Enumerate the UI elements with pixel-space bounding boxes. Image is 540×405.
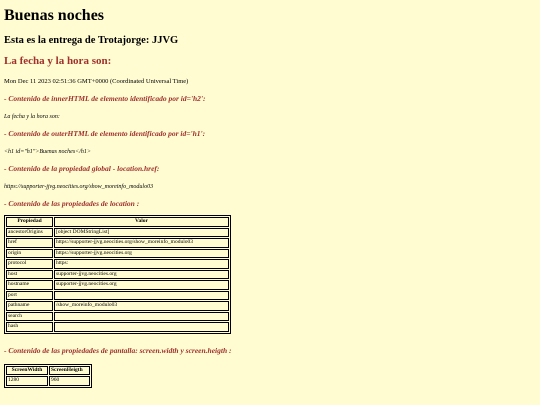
table-header-row xyxy=(6,366,90,376)
location-heading: - Contenido de las propiedades de location : xyxy=(4,199,140,208)
table-row xyxy=(6,259,229,269)
property-cell: port xyxy=(6,291,53,301)
property-cell: hostname xyxy=(6,280,53,290)
table-row xyxy=(6,280,229,290)
value-cell: https: xyxy=(54,259,229,269)
table-row xyxy=(6,249,229,259)
value-cell: /show_moreinfo_modulo03 xyxy=(54,301,229,311)
column-header-valor: Valor xyxy=(54,217,229,227)
property-cell: pathname xyxy=(6,301,53,311)
column-header-propiedad: Propiedad xyxy=(6,217,53,227)
href-heading: - Contenido de la propiedad global - location.href: xyxy=(4,164,160,173)
property-cell: hash xyxy=(6,322,53,332)
value-cell xyxy=(54,312,229,322)
value-cell: https://supporter-jjvg.neocities.org xyxy=(54,249,229,259)
outer-html-value: <h1 id="h1">Buenas noches</h1> xyxy=(4,149,91,155)
table-row xyxy=(6,322,229,332)
outer-html-heading: - Contenido de outerHTML de elemento identificado por id='h1': xyxy=(4,129,206,138)
value-cell xyxy=(54,322,229,332)
property-cell: host xyxy=(6,270,53,280)
value-cell xyxy=(54,291,229,301)
table-row xyxy=(6,291,229,301)
inner-html-value: La fecha y la hora son: xyxy=(4,114,60,120)
table-row xyxy=(6,312,229,322)
href-value: https://supporter-jjvg.neocities.org/show_moreinfo_modulo03 xyxy=(4,184,154,190)
column-header-screen-height: ScreenHeigth xyxy=(49,366,90,376)
entrega-heading: Esta es la entrega de Trotajorge: JJVG xyxy=(4,35,179,46)
value-cell: https://supporter-jjvg.neocities.org/show_moreinfo_modulo03 xyxy=(54,238,229,248)
property-cell: href xyxy=(6,238,53,248)
property-cell: origin xyxy=(6,249,53,259)
property-cell: ancestorOrigins xyxy=(6,228,53,238)
value-cell: supporter-jjvg.neocities.org xyxy=(54,280,229,290)
value-cell: supporter-jjvg.neocities.org xyxy=(54,270,229,280)
page-content xyxy=(4,6,536,388)
column-header-screen-width: ScreenWidth xyxy=(6,366,48,376)
screen-height-cell: 960 xyxy=(49,376,90,386)
fecha-value: Mon Dec 11 2023 02:51:36 GMT+0000 (Coordinated Universal Time) xyxy=(4,78,189,85)
table-header-row xyxy=(6,217,229,227)
location-table xyxy=(4,215,231,334)
screen-width-cell: 1280 xyxy=(6,376,48,386)
inner-html-heading: - Contenido de innerHTML de elemento identificado por id='h2': xyxy=(4,94,206,103)
table-row xyxy=(6,301,229,311)
screen-table xyxy=(4,364,92,388)
property-cell: protocol xyxy=(6,259,53,269)
property-cell: search xyxy=(6,312,53,322)
table-row xyxy=(6,270,229,280)
table-row xyxy=(6,376,90,386)
fecha-heading: La fecha y la hora son: xyxy=(4,55,112,67)
table-row xyxy=(6,228,229,238)
table-row xyxy=(6,238,229,248)
page-heading: Buenas noches xyxy=(4,7,105,24)
value-cell: [object DOMStringList] xyxy=(54,228,229,238)
screen-heading: - Contenido de las propiedades de pantalla: screen.width y screen.heigth : xyxy=(4,345,232,355)
